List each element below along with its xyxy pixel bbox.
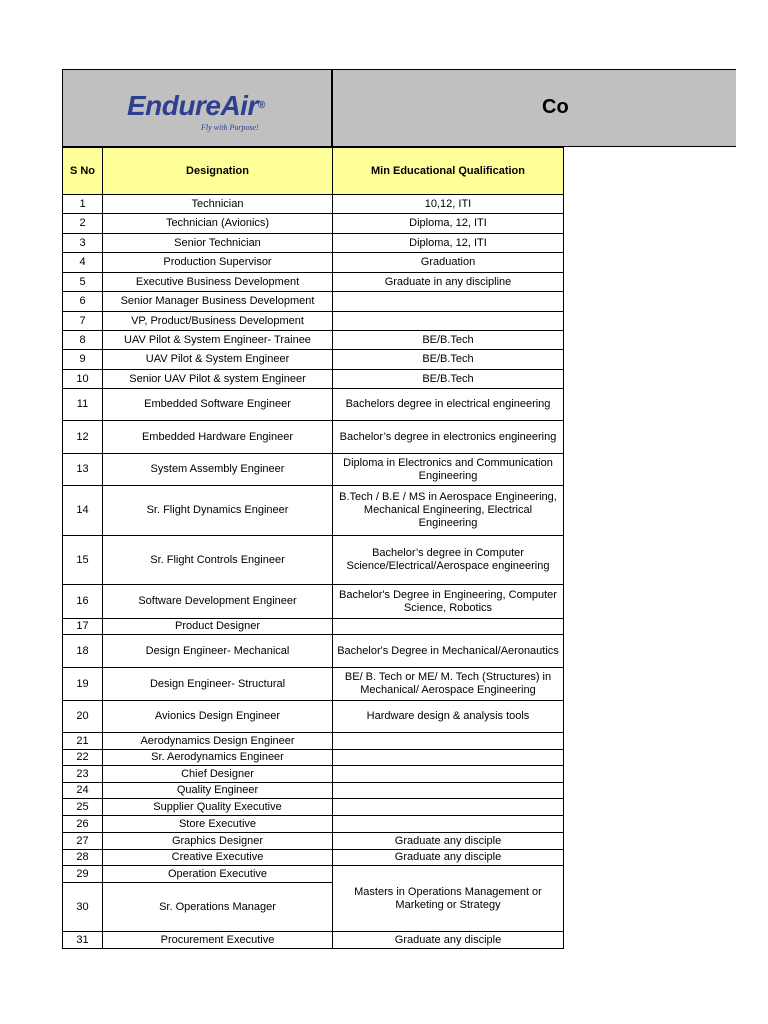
- cell-sno: 5: [63, 273, 103, 292]
- cell-designation: Aerodynamics Design Engineer: [103, 733, 333, 750]
- cell-sno: 16: [63, 585, 103, 619]
- table-row: [63, 454, 564, 486]
- cell-qualification: BE/B.Tech: [333, 370, 564, 389]
- table-row: [63, 195, 564, 214]
- company-logo: EndureAir® Fly with Purpose!: [127, 90, 265, 132]
- cell-designation: Quality Engineer: [103, 783, 333, 799]
- cell-sno: 7: [63, 312, 103, 331]
- cell-sno: 12: [63, 421, 103, 454]
- cell-sno: 2: [63, 214, 103, 234]
- cell-sno: 22: [63, 750, 103, 766]
- cell-sno: 29: [63, 866, 103, 883]
- cell-sno: 9: [63, 350, 103, 370]
- table-row: [63, 585, 564, 619]
- table-row: [63, 733, 564, 750]
- cell-qualification: Hardware design & analysis tools: [333, 701, 564, 733]
- table-row: [63, 850, 564, 866]
- cell-qualification: [333, 292, 564, 312]
- cell-qualification: [333, 783, 564, 799]
- cell-designation: Chief Designer: [103, 766, 333, 783]
- cell-qualification: Graduate any disciple: [333, 850, 564, 866]
- cell-qualification: [333, 733, 564, 750]
- table-body: [63, 195, 564, 949]
- table-row: [63, 783, 564, 799]
- cell-sno: 17: [63, 619, 103, 635]
- table-row: [63, 273, 564, 292]
- positions-table: [62, 147, 564, 949]
- cell-sno: 31: [63, 932, 103, 949]
- cell-designation: Product Designer: [103, 619, 333, 635]
- cell-sno: 23: [63, 766, 103, 783]
- column-header-sno: S No: [63, 148, 103, 195]
- cell-qualification: Diploma, 12, ITI: [333, 214, 564, 234]
- column-header-qualification: Min Educational Qualification: [333, 148, 564, 195]
- cell-sno: 24: [63, 783, 103, 799]
- cell-designation: Embedded Hardware Engineer: [103, 421, 333, 454]
- cell-designation: Sr. Operations Manager: [103, 883, 333, 932]
- cell-designation: Technician: [103, 195, 333, 214]
- table-row: [63, 486, 564, 536]
- cell-qualification: Diploma in Electronics and Communication Engineering: [333, 454, 564, 486]
- cell-qualification: Bachelor's Degree in Engineering, Computer Science, Robotics: [333, 585, 564, 619]
- cell-qualification: 10,12, ITI: [333, 195, 564, 214]
- cell-designation: Graphics Designer: [103, 833, 333, 850]
- cell-designation: VP, Product/Business Development: [103, 312, 333, 331]
- cell-qualification: [333, 312, 564, 331]
- logo-text: EndureAir: [127, 90, 258, 121]
- cell-sno: 13: [63, 454, 103, 486]
- column-header-designation: Designation: [103, 148, 333, 195]
- cell-qualification: [333, 799, 564, 816]
- cell-qualification: B.Tech / B.E / MS in Aerospace Engineering, Mechanical Engineering, Electrical Engineering: [333, 486, 564, 536]
- cell-qualification: BE/ B. Tech or ME/ M. Tech (Structures) in Mechanical/ Aerospace Engineering: [333, 668, 564, 701]
- table-row: [63, 766, 564, 783]
- cell-sno: 15: [63, 536, 103, 585]
- cell-designation: Store Executive: [103, 816, 333, 833]
- cell-qualification: Graduate any disciple: [333, 932, 564, 949]
- cell-designation: UAV Pilot & System Engineer- Trainee: [103, 331, 333, 350]
- cell-sno: 6: [63, 292, 103, 312]
- cell-qualification: Graduation: [333, 253, 564, 273]
- cell-sno: 27: [63, 833, 103, 850]
- cell-sno: 25: [63, 799, 103, 816]
- cell-qualification: BE/B.Tech: [333, 331, 564, 350]
- cell-sno: 11: [63, 389, 103, 421]
- table-row: [63, 750, 564, 766]
- table-row: [63, 234, 564, 253]
- cell-designation: Embedded Software Engineer: [103, 389, 333, 421]
- table-row: [63, 701, 564, 733]
- cell-qualification: Bachelor's Degree in Mechanical/Aeronautics: [333, 635, 564, 668]
- cell-sno: 28: [63, 850, 103, 866]
- sheet-title: Co: [542, 96, 569, 118]
- cell-sno: 1: [63, 195, 103, 214]
- cell-designation: UAV Pilot & System Engineer: [103, 350, 333, 370]
- cell-sno: 19: [63, 668, 103, 701]
- cell-designation: Senior Manager Business Development: [103, 292, 333, 312]
- table-row: [63, 253, 564, 273]
- table-row: [63, 816, 564, 833]
- cell-sno: 8: [63, 331, 103, 350]
- table-row: [63, 619, 564, 635]
- table-row: [63, 668, 564, 701]
- title-cell: [332, 69, 736, 147]
- cell-sno: 26: [63, 816, 103, 833]
- table-row: [63, 932, 564, 949]
- logo-tagline: Fly with Purpose!: [201, 123, 259, 132]
- table-row: [63, 389, 564, 421]
- cell-designation: Sr. Flight Dynamics Engineer: [103, 486, 333, 536]
- cell-sno: 10: [63, 370, 103, 389]
- cell-sno: 3: [63, 234, 103, 253]
- cell-designation: Senior Technician: [103, 234, 333, 253]
- table-row: [63, 331, 564, 350]
- table-row: [63, 421, 564, 454]
- cell-qualification: Diploma, 12, ITI: [333, 234, 564, 253]
- cell-sno: 30: [63, 883, 103, 932]
- cell-sno: 18: [63, 635, 103, 668]
- cell-sno: 21: [63, 733, 103, 750]
- cell-qualification: Masters in Operations Management or Marketing or Strategy: [333, 866, 564, 932]
- cell-qualification: Graduate any disciple: [333, 833, 564, 850]
- table-row: [63, 370, 564, 389]
- cell-qualification: Bachelor’s degree in Computer Science/Electrical/Aerospace engineering: [333, 536, 564, 585]
- cell-designation: Creative Executive: [103, 850, 333, 866]
- cell-designation: Sr. Flight Controls Engineer: [103, 536, 333, 585]
- cell-designation: Design Engineer- Structural: [103, 668, 333, 701]
- table-row: [63, 536, 564, 585]
- cell-designation: Avionics Design Engineer: [103, 701, 333, 733]
- header-row: [63, 148, 564, 195]
- cell-designation: Software Development Engineer: [103, 585, 333, 619]
- cell-qualification: [333, 619, 564, 635]
- cell-sno: 20: [63, 701, 103, 733]
- table-row: [63, 799, 564, 816]
- cell-designation: Technician (Avionics): [103, 214, 333, 234]
- cell-qualification: Graduate in any discipline: [333, 273, 564, 292]
- table-row: [63, 635, 564, 668]
- cell-designation: Design Engineer- Mechanical: [103, 635, 333, 668]
- cell-qualification: [333, 750, 564, 766]
- cell-qualification: BE/B.Tech: [333, 350, 564, 370]
- cell-qualification: Bachelors degree in electrical engineering: [333, 389, 564, 421]
- table-row: [63, 292, 564, 312]
- cell-sno: 14: [63, 486, 103, 536]
- cell-designation: Procurement Executive: [103, 932, 333, 949]
- cell-qualification: [333, 816, 564, 833]
- table-row: [63, 350, 564, 370]
- cell-designation: Production Supervisor: [103, 253, 333, 273]
- cell-sno: 4: [63, 253, 103, 273]
- table-row: [63, 866, 564, 883]
- cell-designation: Sr. Aerodynamics Engineer: [103, 750, 333, 766]
- cell-designation: System Assembly Engineer: [103, 454, 333, 486]
- cell-designation: Senior UAV Pilot & system Engineer: [103, 370, 333, 389]
- cell-qualification: [333, 766, 564, 783]
- cell-designation: Supplier Quality Executive: [103, 799, 333, 816]
- table-row: [63, 833, 564, 850]
- cell-qualification: Bachelor’s degree in electronics engineering: [333, 421, 564, 454]
- table-row: [63, 214, 564, 234]
- table-row: [63, 312, 564, 331]
- logo-cell: [62, 69, 332, 147]
- cell-designation: Operation Executive: [103, 866, 333, 883]
- cell-designation: Executive Business Development: [103, 273, 333, 292]
